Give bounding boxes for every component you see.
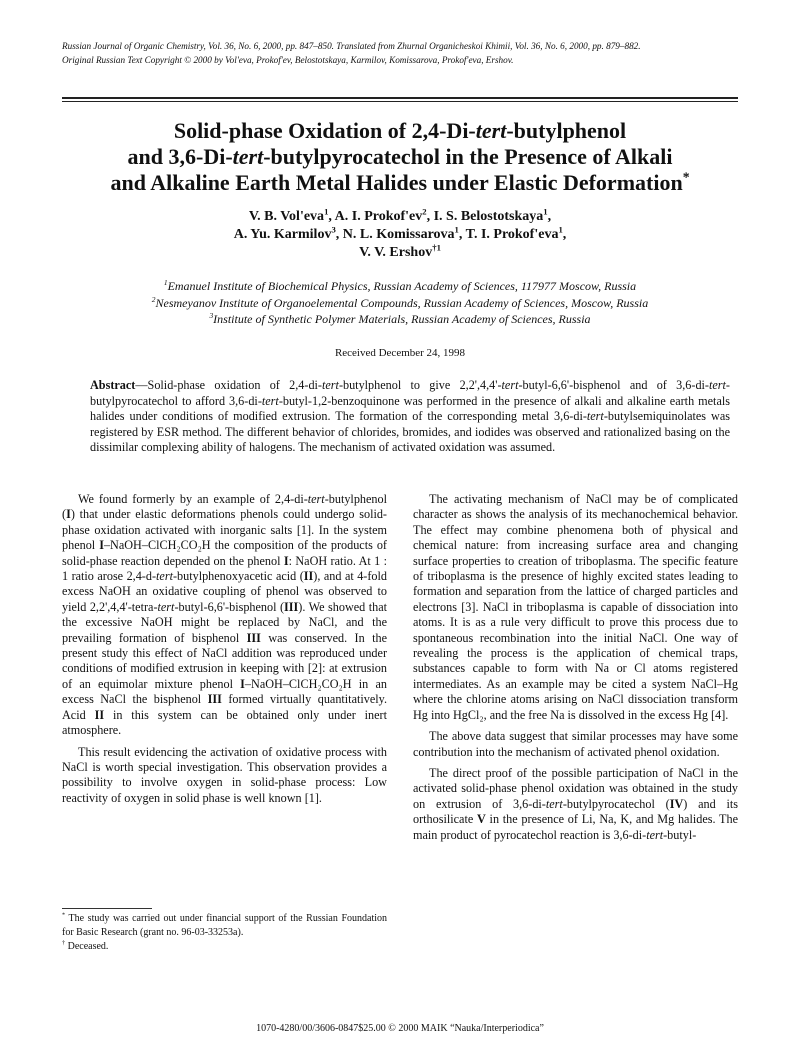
footnote-deceased: † Deceased. — [62, 939, 109, 952]
paragraph: The direct proof of the possible participation of NaCl in the activated solid-phase phenol oxidation was obtained in the study on extrusion of 3,6-di-tert-butylpyrocatechol (IV) and its orthosilicate V in the presence of Li, Na, K, and Mg halides. The main product of pyrocatechol reaction is 3,6-di-tert-butyl- — [413, 765, 738, 842]
author-list — [40, 208, 760, 262]
footnote-rule — [62, 908, 152, 909]
title-text: Solid-phase Oxidation of 2,4-Di- — [173, 118, 476, 143]
header-rule-thin — [62, 101, 738, 102]
author-line — [40, 244, 760, 262]
title-text: -butylpyrocatechol in the Presence of Alkali — [263, 144, 673, 169]
author-name: V. V. Ershov$^{\dagger 1}$ — [359, 242, 441, 260]
paragraph: The activating mechanism of NaCl may be of complicated character as shows the analysis of its mechanochemical behavior. The effect may combine phenomena both of physical and chemical nature: from increasing surface area and changing surface properties to creation of triboplasma. The specific feature of triboplasma is the presence of highly excited states leading to formation and separation from the lattice of charged particles and electrons [3]. NaCl in triboplasma is capable of dissociation into atoms. It is as a rule very difficult to prove this process due to spontaneous recombination into the initial NaCl. One way of revealing the process is the application of chemical traps, substances capable to form with Na or Cl atoms registered intermediates. As an example may be cited a system NaCl–Hg where the chlorine atoms arising on NaCl dissociation transform Hg into HgCl₂, and the free Na is dissolved in the excess Hg [4]. — [413, 492, 738, 722]
page-footer: 1070-4280/00/3606-0847$25.00 © 2000 MAIK “Nauka/Interperiodica” — [256, 1023, 544, 1034]
paragraph: This result evidencing the activation of oxidative process with NaCl is worth special investigation. This observation provides a possibility to involve oxygen in solid-phase process: Low reactivity of oxygen in solid phase is well known [1]. — [62, 744, 387, 805]
citation-line: Russian Journal of Organic Chemistry, Vol. 36, No. 6, 2000, pp. 847–850. Translated from Zhurnal Organicheskoi Khimii, Vol. 36, No. 6, 2000, pp. 879–882. — [62, 41, 641, 51]
author-name: A. Yu. Karmilov$^3$ — [233, 224, 336, 242]
footnotes — [62, 912, 387, 954]
author-name: T. I. Prokof'eva$^1$ — [465, 224, 563, 242]
affiliation: $^2$Nesmeyanov Institute of Organoelemental Compounds, Russian Academy of Sciences, Moscow, Russia — [151, 294, 649, 310]
author-name: N. L. Komissarova$^1$ — [342, 224, 459, 242]
copyright-line: Original Russian Text Copyright © 2000 by Vol'eva, Prokof'ev, Belostotskaya, Karmilov, Komissarova, Prokof'eva, Ershov. — [62, 54, 514, 65]
paragraph: We found formerly by an example of 2,4-di-tert-butylphenol (I) that under elastic deformations phenols could undergo solid-phase oxidation activated with inorganic salts [1]. In the system phenol I–NaOH–ClCH₂CO₂H the composition of the products of solid-phase reaction depended on the phenol I: NaOH ratio. At 1 : 1 ratio arose 2,4-d-tert-butylphenoxyacetic acid (II), and at 4-fold excess NaOH an oxidative coupling of phenol was observed to yield 2,2',4,4'-tetra-tert-butyl-6,6'-bisphenol (III). We showed that the excessive NaOH might be replaced by NaCl, and the prevailing formation of bisphenol III was conserved. In the present study this effect of NaCl addition was reproduced under conditions of modified extrusion in keeping with [2]: at extrusion of an equimolar mixture phenol I–NaOH–ClCH₂CO₂H in an excess NaCl the bisphenol III formed virtually quantitatively. Acid II in this system can be obtained only under inert atmosphere. — [62, 492, 388, 738]
affiliations — [40, 278, 760, 328]
abstract-text: —Solid-phase oxidation of 2,4-di-tert-butylphenol to give 2,2',4,4'-tert-butyl-6,6'-bisphenol and of 3,6-di-tert-butylpyrocatechol to afford 3,6-di-tert-butyl-1,2-benzoquinone was performed in the presence of alkali and alkaline earth metals halides under conditions of modified extrusion. The formation of the corresponding metal 3,6-di-tert-butylsemiquinolates was registered by ESR method. The different behavior of chlorides, bromides, and iodides was observed and rationalized basing on the dissimilar complexing ability of halogens. The mechanism of activated oxidation was assumed. — [90, 378, 730, 454]
title-text: -butylphenol — [506, 118, 627, 143]
right-column — [413, 492, 738, 849]
journal-header — [62, 40, 738, 67]
author-name: I. S. Belostotskaya$^1$ — [433, 206, 548, 224]
author-name: A. I. $Prokof'ev^2$ — [334, 206, 427, 224]
footnote-funding: * The study was carried out under financial support of the Russian Foundation for Basic Research (grant no. 96-03-33253a). — [62, 911, 388, 938]
received-date: Received December 24, 1998 — [334, 347, 466, 359]
title-footnote-mark: * — [682, 169, 690, 185]
author-line: A. Yu. Karmilov$^3$, N. L. Komissarova$^1$, T. I. Prokof'eva$^1$, — [233, 224, 567, 242]
abstract-label: Abstract — [90, 378, 136, 392]
affiliation: $^3$Institute of Synthetic Polymer Materials, Russian Academy of Sciences, Russia — [209, 311, 591, 326]
title-text: and Alkaline Earth Metal Halides under Elastic Deformation — [110, 170, 683, 195]
affiliation: $^1$Emanuel Institute of Biochemical Physics, Russian Academy of Sciences, 117977 Moscow, Russia — [163, 278, 637, 293]
title-italic: tert — [232, 144, 264, 169]
author-name: V. B. Vol'eva$^1$ — [248, 206, 329, 224]
paper-title — [40, 118, 760, 196]
abstract — [90, 378, 730, 456]
paragraph: The above data suggest that similar processes may have some contribution into the mechanism of activated phenol oxidation. — [413, 729, 738, 759]
title-italic: tert — [475, 118, 507, 143]
author-line: V. B. Vol'eva$^1$, A. I. $Prokof'ev^2$, I. S. Belostotskaya$^1$, — [248, 206, 552, 224]
title-text: and 3,6-Di- — [127, 144, 233, 169]
left-column — [62, 492, 387, 812]
header-rule-thick — [62, 97, 738, 99]
